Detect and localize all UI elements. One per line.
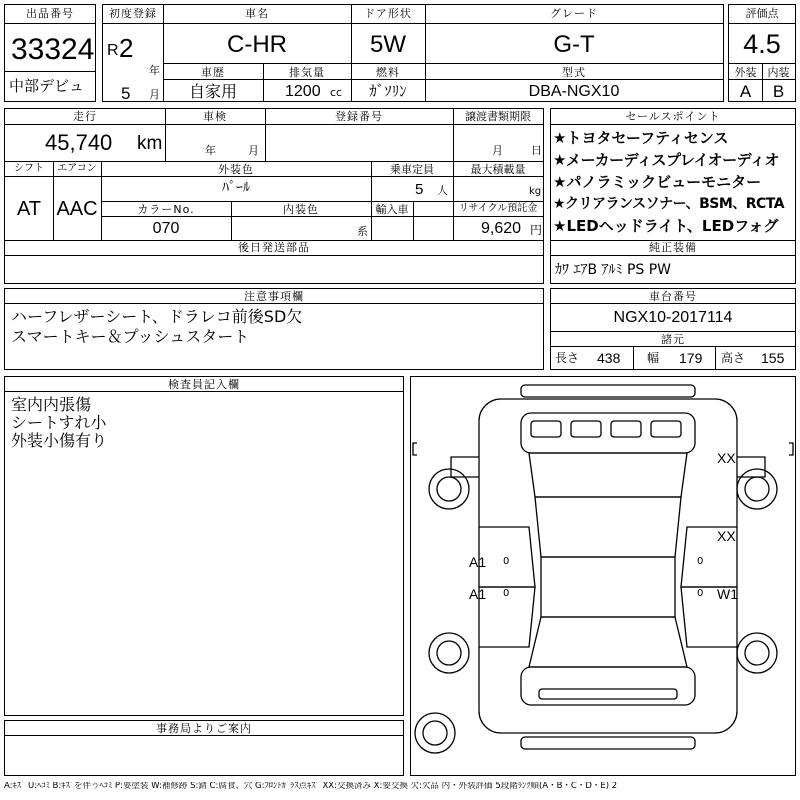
office-box bbox=[4, 720, 404, 776]
later-parts-label: 後日発送部品 bbox=[238, 241, 310, 254]
ext-color-label: 外装色 bbox=[218, 163, 254, 176]
int-color-label: 内装色 bbox=[283, 203, 319, 216]
displacement-label: 排気量 bbox=[289, 66, 325, 79]
import-label: 輸入車 bbox=[375, 203, 409, 216]
ext-color-value: ﾊﾟｰﾙ bbox=[222, 180, 250, 196]
shift-value: AT bbox=[16, 198, 42, 220]
sales-point-item: ★メーカーディスプレイオーディオ bbox=[553, 151, 779, 169]
interior-grade: B bbox=[772, 82, 785, 101]
lot-label: 出品番号 bbox=[26, 7, 74, 20]
year-unit: 年 bbox=[149, 64, 160, 77]
history-label: 車歴 bbox=[201, 66, 225, 79]
inspector-line: 室内内張傷 bbox=[11, 395, 92, 414]
grade-value: G-T bbox=[553, 31, 595, 58]
capacity-value: 5 bbox=[415, 181, 424, 198]
door-label: ドア形状 bbox=[364, 7, 412, 20]
basic-info-box bbox=[102, 4, 724, 102]
height-value: 155 bbox=[761, 350, 785, 366]
inspector-line: 外装小傷有り bbox=[11, 431, 108, 450]
sales-point-item: ★LEDヘッドライト、LEDフォグ bbox=[553, 217, 779, 235]
model-label: 型式 bbox=[562, 66, 586, 79]
inspection-year-unit: 年 bbox=[205, 144, 216, 157]
exterior-label: 外装 bbox=[734, 66, 757, 79]
lot-number: 33324 bbox=[11, 33, 95, 66]
inspection-label: 車検 bbox=[203, 110, 227, 123]
capacity-unit: 人 bbox=[437, 184, 448, 197]
aircon-label: エアコン bbox=[57, 163, 97, 174]
max-load-unit: kg bbox=[529, 186, 542, 197]
damage-mark: A1 bbox=[469, 554, 487, 570]
score-label: 評価点 bbox=[745, 7, 779, 20]
sales-point-item: ★トヨタセーフティセンス bbox=[553, 129, 729, 147]
transfer-day-unit: 日 bbox=[531, 144, 542, 157]
model-value: DBA-NGX10 bbox=[528, 83, 620, 100]
chassis-number: NGX10-2017114 bbox=[613, 309, 733, 326]
mileage-label: 走行 bbox=[73, 110, 97, 123]
damage-mark: XX bbox=[717, 528, 736, 544]
legend-text: A:ｷｽﾞ U:ﾍｺﾐ B:ｷｽﾞを伴うﾍｺﾐ P:要塗装 W:補修跡 S:錆 C:腐食、穴 G:ﾌﾛﾝﾄｶﾞﾗｽ点ｷｽﾞ XX:交換済み X:要交換 欠:欠品 内・外装評価 5段階ﾗﾝｸ順(A・B・C・D・E) 2 bbox=[4, 782, 618, 791]
inspector-box bbox=[4, 376, 404, 716]
damage-mark: A1 bbox=[469, 586, 487, 602]
length-value: 438 bbox=[597, 350, 621, 366]
damage-mark: W1 bbox=[717, 586, 738, 602]
car-diagram-drawing bbox=[411, 377, 795, 775]
chassis-box bbox=[550, 288, 796, 370]
reg-number-label: 登録番号 bbox=[335, 110, 383, 123]
interior-label: 内装 bbox=[767, 66, 790, 79]
mileage-unit: km bbox=[137, 133, 163, 154]
aircon-value: AAC bbox=[56, 198, 98, 220]
inspector-line: シートすれ小 bbox=[11, 413, 107, 432]
mileage-value: 45,740 bbox=[45, 130, 113, 155]
month-unit: 月 bbox=[149, 88, 160, 101]
width-value: 179 bbox=[679, 350, 703, 366]
recycle-value: 9,620 bbox=[481, 220, 522, 237]
equipment-value: ｶﾜ ｴｱB ｱﾙﾐ PS PW bbox=[555, 262, 672, 278]
score-box bbox=[728, 4, 796, 102]
fuel-label: 燃料 bbox=[376, 66, 400, 79]
notes-label: 注意事項欄 bbox=[244, 290, 304, 303]
vehicle-details-box bbox=[4, 108, 544, 284]
displacement-unit: cc bbox=[330, 86, 343, 99]
lot-box bbox=[4, 4, 96, 102]
capacity-label: 乗車定員 bbox=[390, 163, 434, 176]
era-mark: R bbox=[107, 42, 119, 59]
max-load-label: 最大積載量 bbox=[470, 163, 526, 176]
office-label: 事務局よりご案内 bbox=[156, 722, 252, 735]
chassis-label: 車台番号 bbox=[649, 290, 697, 303]
recycle-unit: 円 bbox=[530, 223, 543, 237]
venue-name: 中部デビュ bbox=[9, 77, 85, 95]
notes-box bbox=[4, 288, 544, 370]
sales-points-box bbox=[550, 108, 796, 284]
history-value: 自家用 bbox=[188, 82, 237, 101]
grade-label: グレード bbox=[550, 7, 598, 20]
transfer-month-unit: 月 bbox=[492, 144, 503, 157]
shift-label: シフト bbox=[14, 163, 44, 174]
zero-mark: 0 bbox=[697, 556, 704, 567]
inspector-label: 検査員記入欄 bbox=[168, 378, 240, 391]
registration-month: 5 bbox=[121, 84, 131, 103]
fuel-value: ｶﾞｿﾘﾝ bbox=[369, 82, 407, 100]
displacement-value: 1200 bbox=[285, 83, 321, 100]
sales-point-item: ★クリアランスソナー、BSM、RCTA bbox=[553, 196, 785, 212]
width-label: 幅 bbox=[647, 351, 660, 365]
overall-score: 4.5 bbox=[743, 29, 781, 59]
registration-year: 2 bbox=[119, 33, 134, 63]
notes-line: ハーフレザーシート、ドラレコ前後SD欠 bbox=[11, 307, 303, 326]
car-diagram bbox=[410, 376, 796, 776]
door-type: 5W bbox=[370, 31, 406, 58]
recycle-label: リサイクル預託金 bbox=[458, 203, 538, 214]
exterior-grade: A bbox=[739, 82, 752, 101]
color-no-value: 070 bbox=[152, 220, 180, 237]
damage-mark: XX bbox=[717, 450, 736, 466]
zero-mark: 0 bbox=[503, 588, 510, 599]
car-name: C-HR bbox=[227, 31, 287, 58]
length-label: 長さ bbox=[555, 351, 580, 365]
dims-label: 諸元 bbox=[661, 333, 685, 346]
transfer-deadline-label: 譲渡書類期限 bbox=[465, 110, 531, 123]
height-label: 高さ bbox=[721, 351, 746, 365]
inspection-month-unit: 月 bbox=[248, 144, 259, 157]
car-name-label: 車名 bbox=[245, 7, 269, 20]
zero-mark: 0 bbox=[503, 556, 510, 567]
color-no-label: カラーNo. bbox=[137, 203, 195, 216]
equipment-label: 純正装備 bbox=[649, 241, 697, 254]
int-color-unit: 系 bbox=[357, 225, 368, 238]
registration-label: 初度登録 bbox=[109, 7, 157, 20]
notes-line: スマートキー＆プッシュスタート bbox=[11, 327, 250, 346]
zero-mark: 0 bbox=[697, 588, 704, 599]
sales-points-label: セールスポイント bbox=[625, 110, 721, 123]
sales-point-item: ★パノラミックビューモニター bbox=[553, 173, 762, 191]
